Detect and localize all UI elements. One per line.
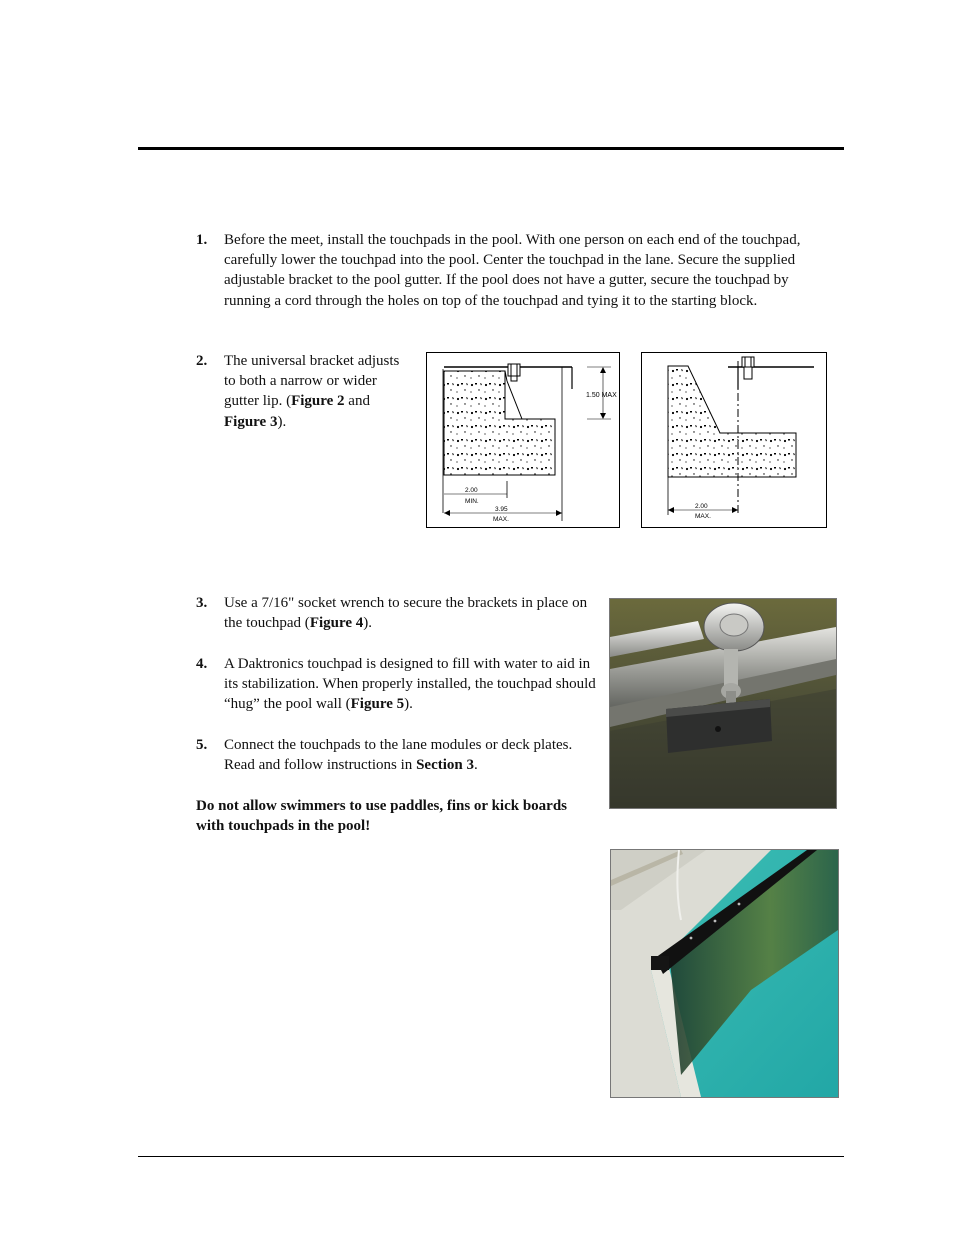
svg-text:3.95: 3.95 (495, 506, 508, 513)
header-rule (138, 147, 844, 150)
step-number: 2. (196, 353, 208, 369)
figure-5-touchpad-pool-photo (610, 849, 839, 1098)
step-3 (196, 593, 596, 633)
step-text: Connect the touchpads to the lane modules or deck plates. Read and follow instructions in Section 3. (224, 737, 573, 774)
figure-3-ref: Figure 3 (224, 413, 278, 430)
step-5 (196, 735, 596, 775)
svg-text:MAX.: MAX. (695, 513, 711, 520)
figure-5-ref: Figure 5 (350, 696, 405, 713)
footer-rule (138, 1156, 844, 1157)
step-text: The universal bracket adjusts to both a narrow or wider gutter lip. (Figure 2 and Figure 3). (224, 353, 400, 430)
warning-note: Do not allow swimmers to use paddles, fins or kick boards with touchpads in the pool! (196, 798, 568, 835)
figure-2-ref: Figure 2 (291, 393, 345, 410)
step-2 (196, 351, 414, 432)
section-3-ref: Section 3 (416, 757, 474, 774)
figure-4-ref: Figure 4 (309, 615, 364, 632)
step-number: 5. (196, 737, 208, 753)
step-text: Before the meet, install the touchpads in the pool. With one person on each end of the touchpad, carefully lower the touchpad into the pool. Center the touchpad in the lane. Secure the supplied adjustable bracket to the pool gutter. If the pool does not have a gutter, secure the touchpad by running a cord through the holes on top of the touchpad and tying it to the starting block. (224, 232, 801, 309)
step-1 (196, 230, 828, 311)
step-number: 1. (196, 232, 208, 248)
svg-text:2.00: 2.00 (695, 503, 708, 510)
step-4 (196, 654, 596, 715)
dimension-height: 1.50 MAX (586, 392, 617, 399)
svg-text:MAX.: MAX. (493, 516, 509, 523)
figure-3-bracket-diagram (641, 352, 827, 528)
step-text: Use a 7/16" socket wrench to secure the brackets in place on the touchpad (Figure 4). (224, 595, 588, 632)
figure-4-wrench-photo (609, 598, 837, 809)
step-number: 4. (196, 656, 208, 672)
step-text: A Daktronics touchpad is designed to fill with water to aid in its stabilization. When properly installed, the touchpad should “hug” the pool wall (Figure 5). (224, 656, 596, 713)
svg-text:2.00: 2.00 (465, 487, 478, 494)
svg-text:MIN.: MIN. (465, 498, 479, 505)
figure-2-bracket-diagram (426, 352, 620, 528)
step-number: 3. (196, 595, 208, 611)
